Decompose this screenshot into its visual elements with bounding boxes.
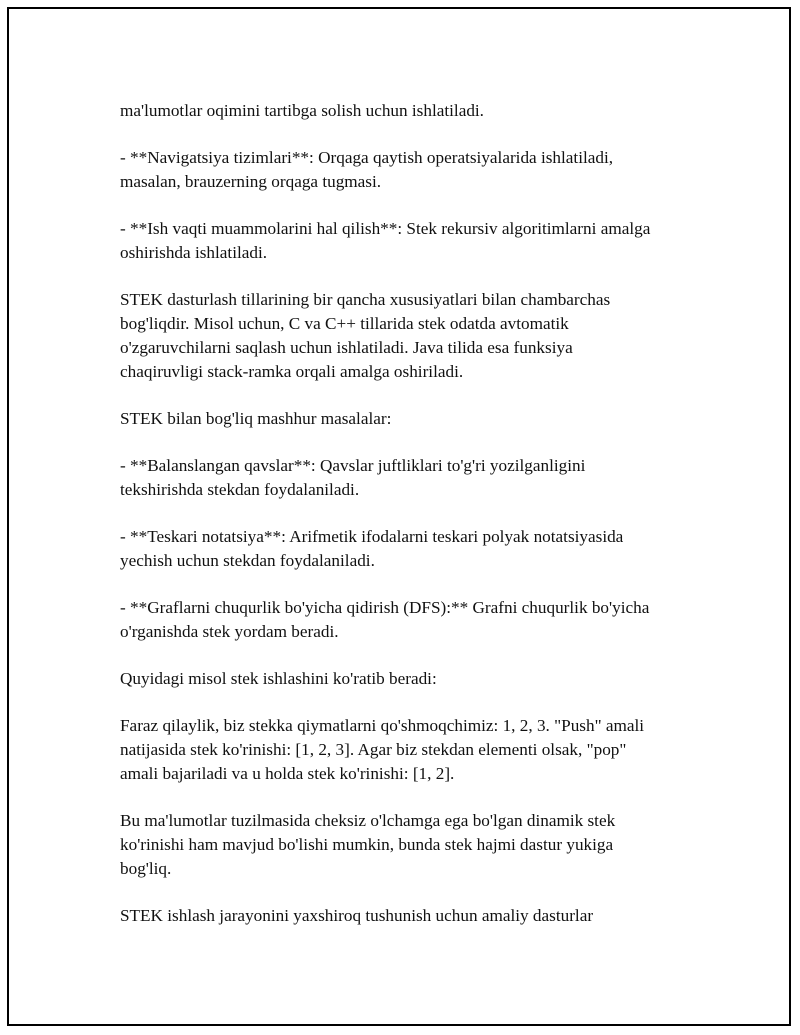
- paragraph: [120, 407, 720, 431]
- text-line: Quyidagi misol stek ishlashini ko'ratib beradi:: [120, 669, 437, 688]
- text-line: masalan, brauzerning orqaga tugmasi.: [120, 172, 382, 191]
- paragraph: [120, 596, 720, 644]
- text-line: tekshirishda stekdan foydalaniladi.: [120, 480, 360, 499]
- text-line: bog'liq.: [120, 859, 172, 878]
- text-line: yechish uchun stekdan foydalaniladi.: [120, 551, 375, 570]
- text-line: bog'liqdir. Misol uchun, C va C++ tillarida stek odatda avtomatik: [120, 314, 569, 333]
- paragraph: [120, 288, 720, 384]
- text-line: o'rganishda stek yordam beradi.: [120, 622, 339, 641]
- text-line: - **Graflarni chuqurlik bo'yicha qidirish (DFS):** Grafni chuqurlik bo'yicha: [120, 598, 650, 617]
- text-line: ma'lumotlar oqimini tartibga solish uchun ishlatiladi.: [120, 101, 484, 120]
- text-line: Bu ma'lumotlar tuzilmasida cheksiz o'lchamga ega bo'lgan dinamik stek: [120, 811, 616, 830]
- text-line: - **Balanslangan qavslar**: Qavslar juftliklari to'g'ri yozilganligini: [120, 456, 586, 475]
- paragraph: [120, 904, 720, 928]
- text-line: chaqiruvligi stack-ramka orqali amalga oshiriladi.: [120, 362, 464, 381]
- paragraph: [120, 99, 720, 123]
- text-line: STEK dasturlash tillarining bir qancha xususiyatlari bilan chambarchas: [120, 290, 611, 309]
- text-line: - **Navigatsiya tizimlari**: Orqaga qaytish operatsiyalarida ishlatiladi,: [120, 148, 614, 167]
- text-line: Faraz qilaylik, biz stekka qiymatlarni qo'shmoqchimiz: 1, 2, 3. "Push" amali: [120, 716, 645, 735]
- page-frame: [7, 7, 791, 1026]
- text-line: STEK bilan bog'liq mashhur masalalar:: [120, 409, 392, 428]
- paragraph: [120, 714, 720, 786]
- text-line: o'zgaruvchilarni saqlash uchun ishlatiladi. Java tilida esa funksiya: [120, 338, 573, 357]
- text-line: - **Ish vaqti muammolarini hal qilish**: Stek rekursiv algoritimlarni amalga: [120, 219, 651, 238]
- text-line: natijasida stek ko'rinishi: [1, 2, 3]. Agar biz stekdan elementi olsak, "pop": [120, 740, 627, 759]
- text-line: oshirishda ishlatiladi.: [120, 243, 268, 262]
- paragraph: [120, 217, 720, 265]
- paragraph: [120, 454, 720, 502]
- document-body: [120, 99, 720, 951]
- paragraph: [120, 667, 720, 691]
- text-line: - **Teskari notatsiya**: Arifmetik ifodalarni teskari polyak notatsiyasida: [120, 527, 624, 546]
- text-line: ko'rinishi ham mavjud bo'lishi mumkin, bunda stek hajmi dastur yukiga: [120, 835, 614, 854]
- paragraph: [120, 525, 720, 573]
- paragraph: [120, 809, 720, 881]
- text-line: amali bajariladi va u holda stek ko'rinishi: [1, 2].: [120, 764, 455, 783]
- paragraph: [120, 146, 720, 194]
- text-line: STEK ishlash jarayonini yaxshiroq tushunish uchun amaliy dasturlar: [120, 906, 594, 925]
